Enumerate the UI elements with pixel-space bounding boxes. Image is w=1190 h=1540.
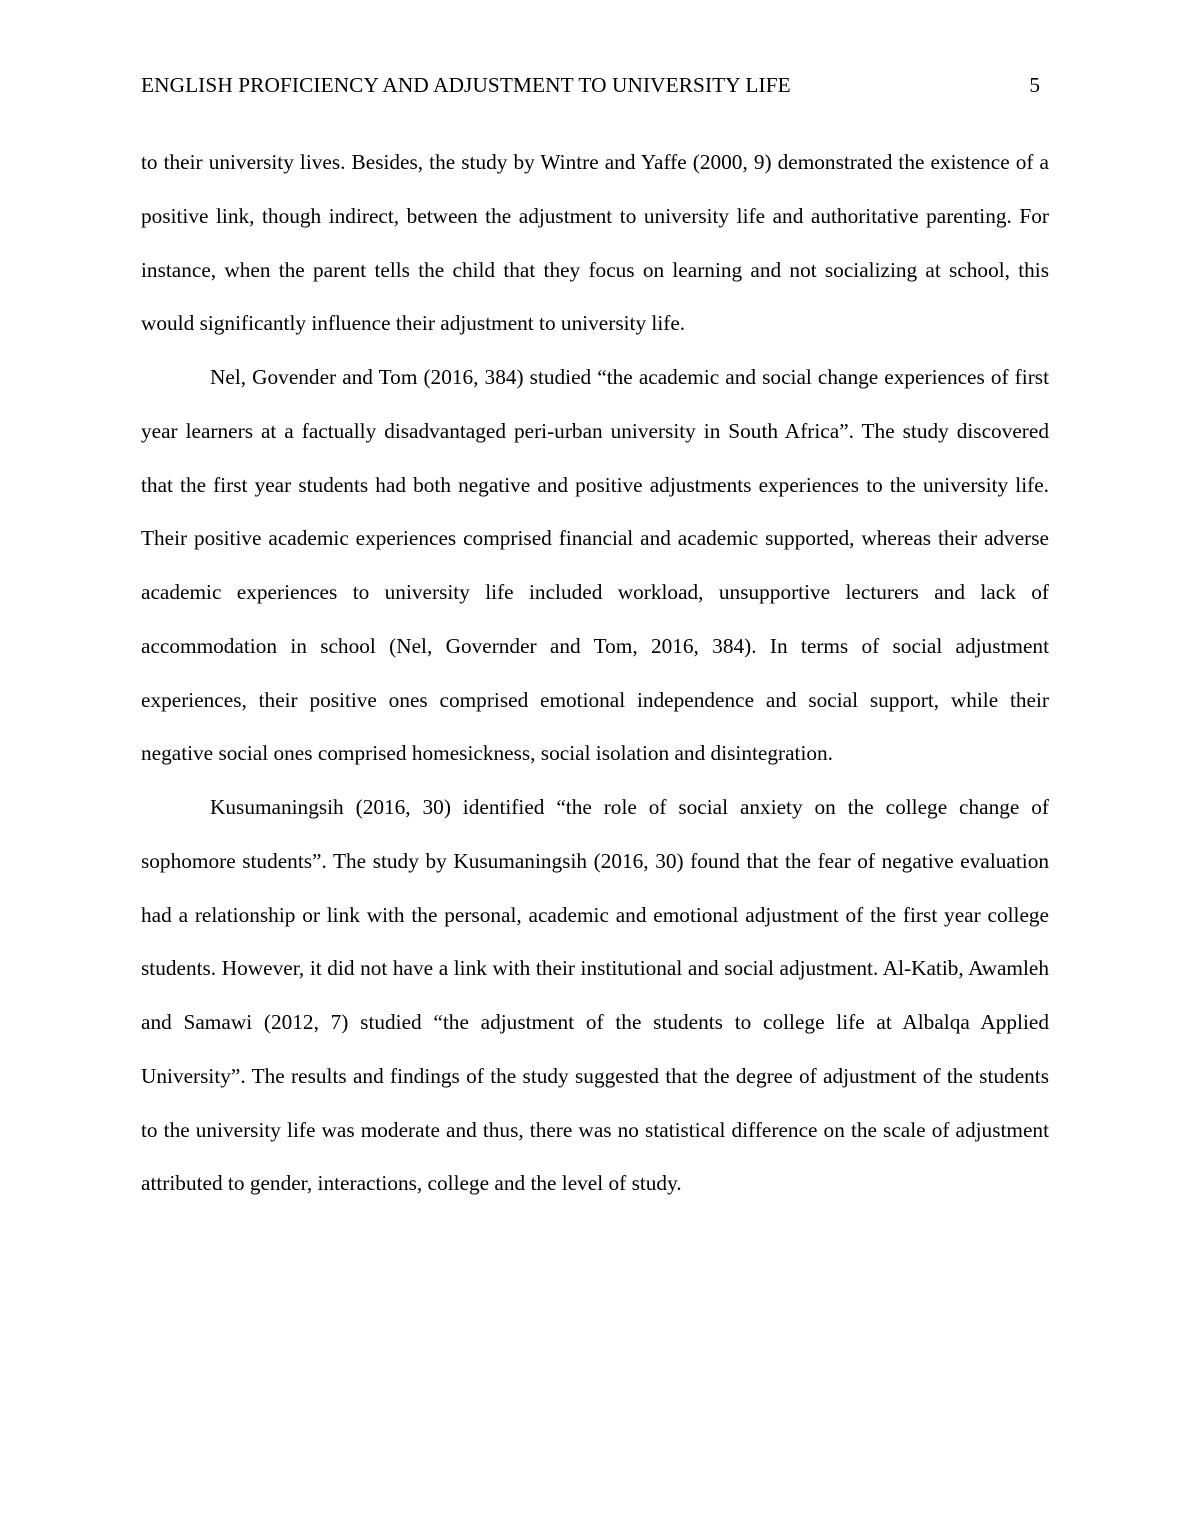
page-number: 5 [1029,73,1040,97]
running-head-title: ENGLISH PROFICIENCY AND ADJUSTMENT TO UNIVERSITY LIFE [141,73,791,97]
running-head [141,71,1040,99]
paragraph-kusumaningsih: Kusumaningsih (2016, 30) identified “the role of social anxiety on the college change of sophomore students”. The study by Kusumaningsih (2016, 30) found that the fear of negative evaluation had a relationship or link with the personal, academic and emotional adjustment of the first year college students. However, it did not have a link with their institutional and social adjustment. Al-Katib, Awamleh and Samawi (2012, 7) studied “the adjustment of the students to college life at Albalqa Applied University”. The results and findings of the study suggested that the degree of adjustment of the students to the university life was moderate and thus, there was no statistical difference on the scale of adjustment attributed to gender, interactions, college and the level of study. [141,795,1049,1196]
body-text [141,136,1049,1211]
paragraph-continuation: to their university lives. Besides, the study by Wintre and Yaffe (2000, 9) demonstrated the existence of a positive link, though indirect, between the adjustment to university life and authoritative parenting. For instance, when the parent tells the child that they focus on learning and not socializing at school, this would significantly influence their adjustment to university life. [141,150,1049,336]
paragraph-nel-govender-tom: Nel, Govender and Tom (2016, 384) studied “the academic and social change experiences of first year learners at a factually disadvantaged peri-urban university in South Africa”. The study discovered that the first year students had both negative and positive adjustments experiences to the university life. Their positive academic experiences comprised financial and academic supported, whereas their adverse academic experiences to university life included workload, unsupportive lecturers and lack of accommodation in school (Nel, Governder and Tom, 2016, 384). In terms of social adjustment experiences, their positive ones comprised emotional independence and social support, while their negative social ones comprised homesickness, social isolation and disintegration. [141,365,1049,766]
